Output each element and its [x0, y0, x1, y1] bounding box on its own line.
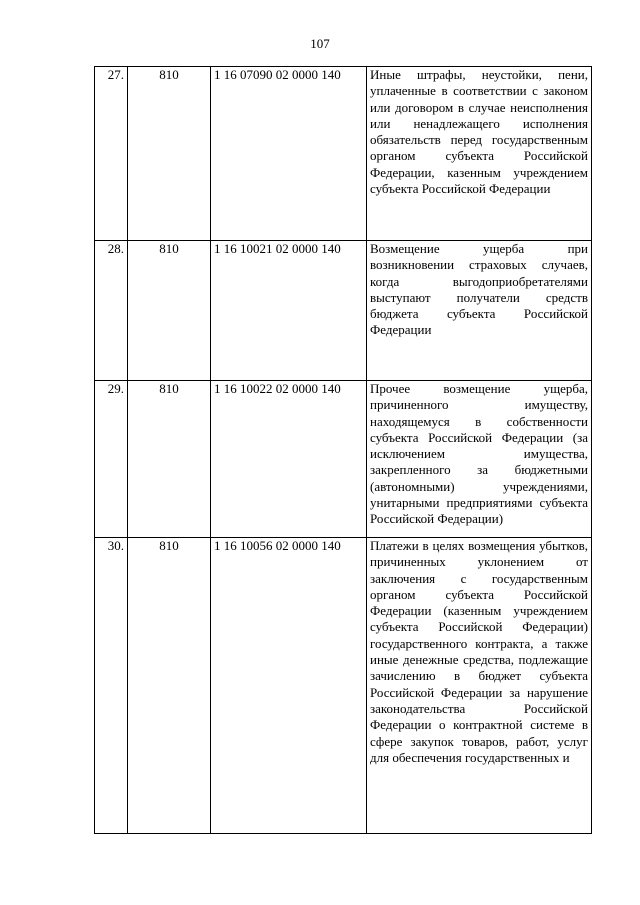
income-name: Прочее возмещение ущерба, причиненного имуществу, находящемуся в собственности субъекта Российской Федерации (за исключением имущества, закрепленного за бюджетными (автономными) учреждениями, унитарными предприятиями субъекта Российской Федерации) [367, 381, 592, 538]
administrator-code: 810 [128, 241, 211, 381]
row-number: 29. [95, 381, 128, 538]
budget-codes-table [94, 66, 592, 834]
budget-classification-code: 1 16 10021 02 0000 140 [211, 241, 367, 381]
administrator-code: 810 [128, 381, 211, 538]
income-name: Иные штрафы, неустойки, пени, уплаченные в соответствии с законом или договором в случае неисполнения или ненадлежащего исполнения обязательств перед государственным органом субъекта Российской Федерации, казенным учреждением субъекта Российской Федерации [367, 67, 592, 241]
table-row [95, 538, 592, 834]
income-name: Возмещение ущерба при возникновении страховых случаев, когда выгодоприобретателями выступают получатели средств бюджета субъекта Российской Федерации [367, 241, 592, 381]
budget-classification-code: 1 16 10022 02 0000 140 [211, 381, 367, 538]
row-number: 28. [95, 241, 128, 381]
budget-classification-code: 1 16 07090 02 0000 140 [211, 67, 367, 241]
page-number: 107 [310, 36, 330, 51]
administrator-code: 810 [128, 67, 211, 241]
budget-classification-code: 1 16 10056 02 0000 140 [211, 538, 367, 834]
administrator-code: 810 [128, 538, 211, 834]
table-row [95, 381, 592, 538]
row-number: 27. [95, 67, 128, 241]
table-row [95, 241, 592, 381]
row-number: 30. [95, 538, 128, 834]
table-row [95, 67, 592, 241]
income-name: Платежи в целях возмещения убытков, причиненных уклонением от заключения с государственным органом субъекта Российской Федерации (казенным учреждением субъекта Российской Федерации) государственного контракта, а также иные денежные средства, подлежащие зачислению в бюджет субъекта Российской Федерации за нарушение законодательства Российской Федерации о контрактной системе в сфере закупок товаров, работ, услуг для обеспечения государственных и [367, 538, 592, 834]
